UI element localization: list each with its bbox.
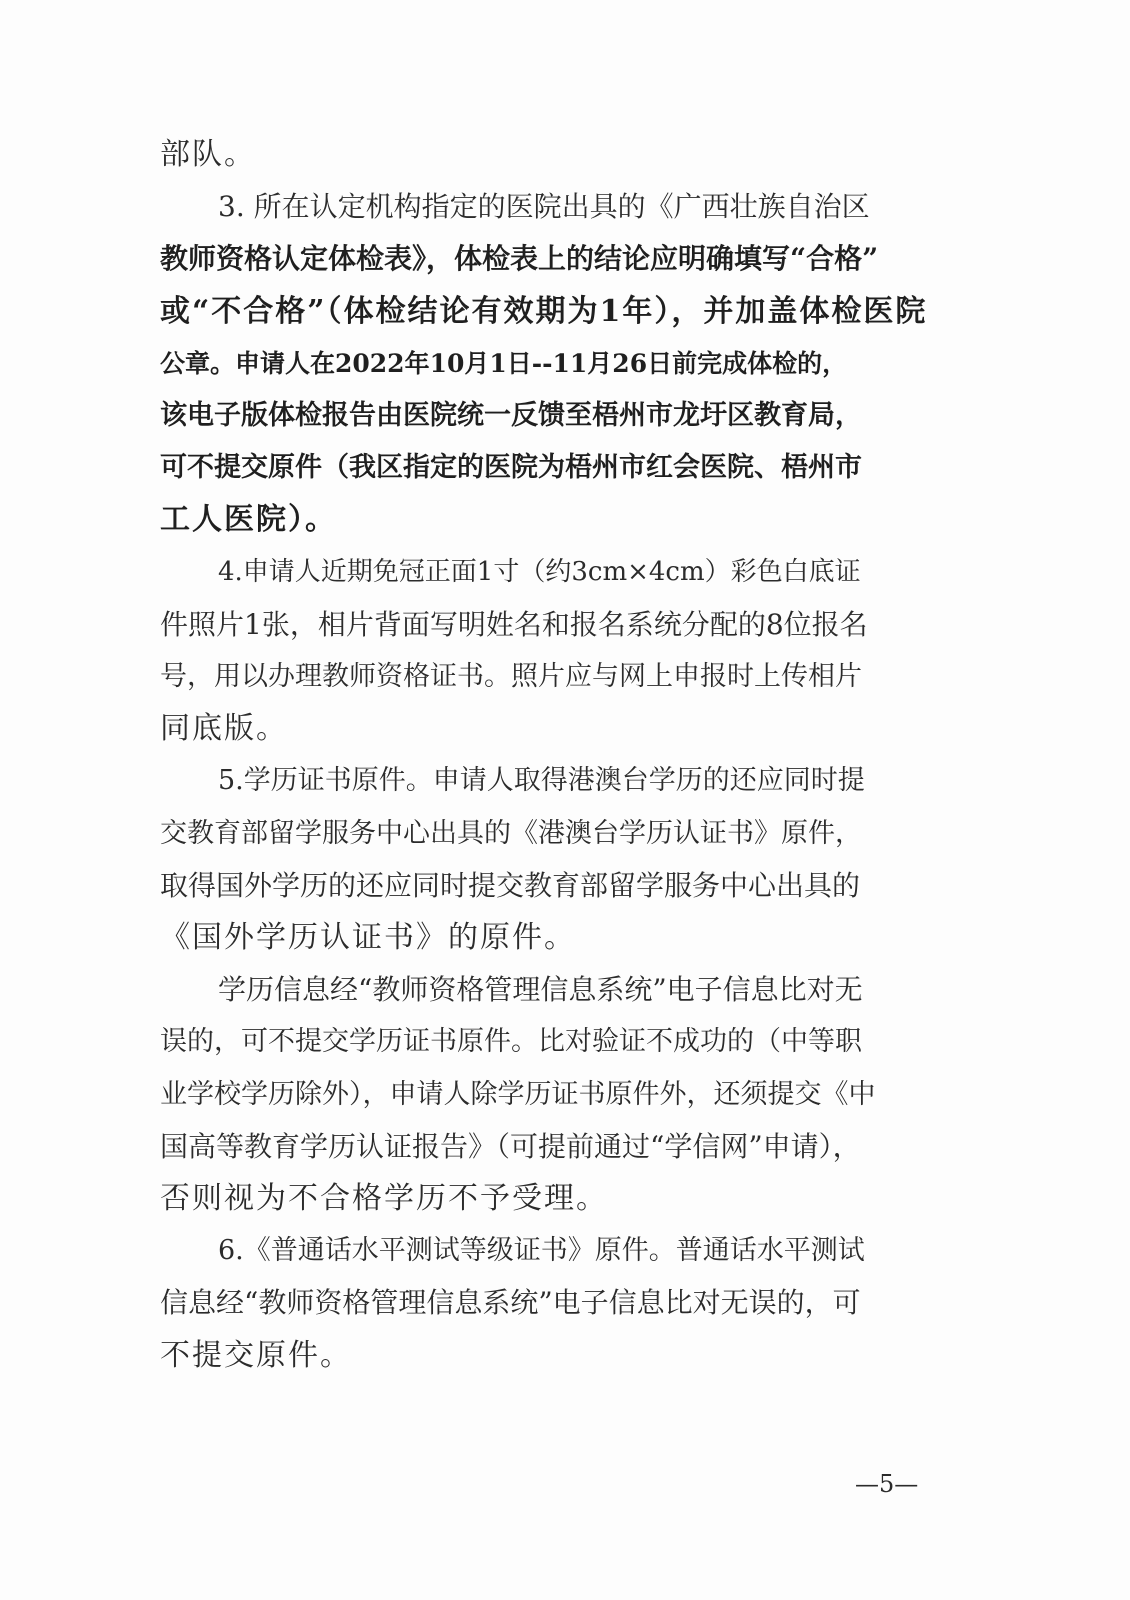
text-line: 误的，可不提交学历证书原件。比对验证不成功的（中等职: [160, 1026, 862, 1057]
text-line: 部队。: [160, 137, 256, 172]
text-line: 该电子版体检报告由医院统一反馈至梧州市龙圩区教育局，: [160, 400, 862, 431]
text-line: 工人医院）。: [160, 502, 337, 537]
text-line: 3. 所在认定机构指定的医院出具的《广西壮族自治区: [218, 190, 870, 223]
text-line: 业学校学历除外），申请人除学历证书原件外，还须提交《中: [160, 1079, 876, 1110]
text-line: 公章。申请人在2022年10月1日--11月26日前完成体检的，: [160, 349, 848, 378]
text-line: 件照片1张，相片背面写明姓名和报名系统分配的8位报名: [160, 608, 868, 641]
text-line: 否则视为不合格学历不予受理。: [160, 1181, 608, 1216]
text-line: 信息经“教师资格管理信息系统”电子信息比对无误的，可: [160, 1286, 861, 1319]
text-line: 可不提交原件（我区指定的医院为梧州市红会医院、梧州市: [160, 452, 862, 483]
text-line: 《国外学历认证书》的原件。: [160, 920, 576, 955]
text-line: 号，用以办理教师资格证书。照片应与网上申报时上传相片: [160, 661, 862, 692]
text-line: 国高等教育学历认证报告》（可提前通过“学信网”申请），: [160, 1130, 861, 1163]
page-number: —5—: [855, 1470, 919, 1498]
text-line: 取得国外学历的还应同时提交教育部留学服务中心出具的: [160, 869, 861, 902]
text-line: 4.申请人近期免冠正面1寸（约3cm×4cm）彩色白底证: [218, 557, 861, 587]
text-line: 5.学历证书原件。申请人取得港澳台学历的还应同时提: [218, 765, 865, 796]
text-line: 学历信息经“教师资格管理信息系统”电子信息比对无: [218, 973, 863, 1006]
text-line: 不提交原件。: [160, 1338, 352, 1373]
text-line: 或“不合格”（体检结论有效期为1年），并加盖体检医院: [160, 294, 928, 329]
text-line: 教师资格认定体检表》，体检表上的结论应明确填写“合格”: [160, 242, 879, 275]
text-line: 交教育部留学服务中心出具的《港澳台学历认证书》原件，: [160, 818, 862, 849]
text-line: 同底版。: [160, 711, 288, 746]
text-line: 6.《普通话水平测试等级证书》原件。普通话水平测试: [218, 1235, 865, 1266]
